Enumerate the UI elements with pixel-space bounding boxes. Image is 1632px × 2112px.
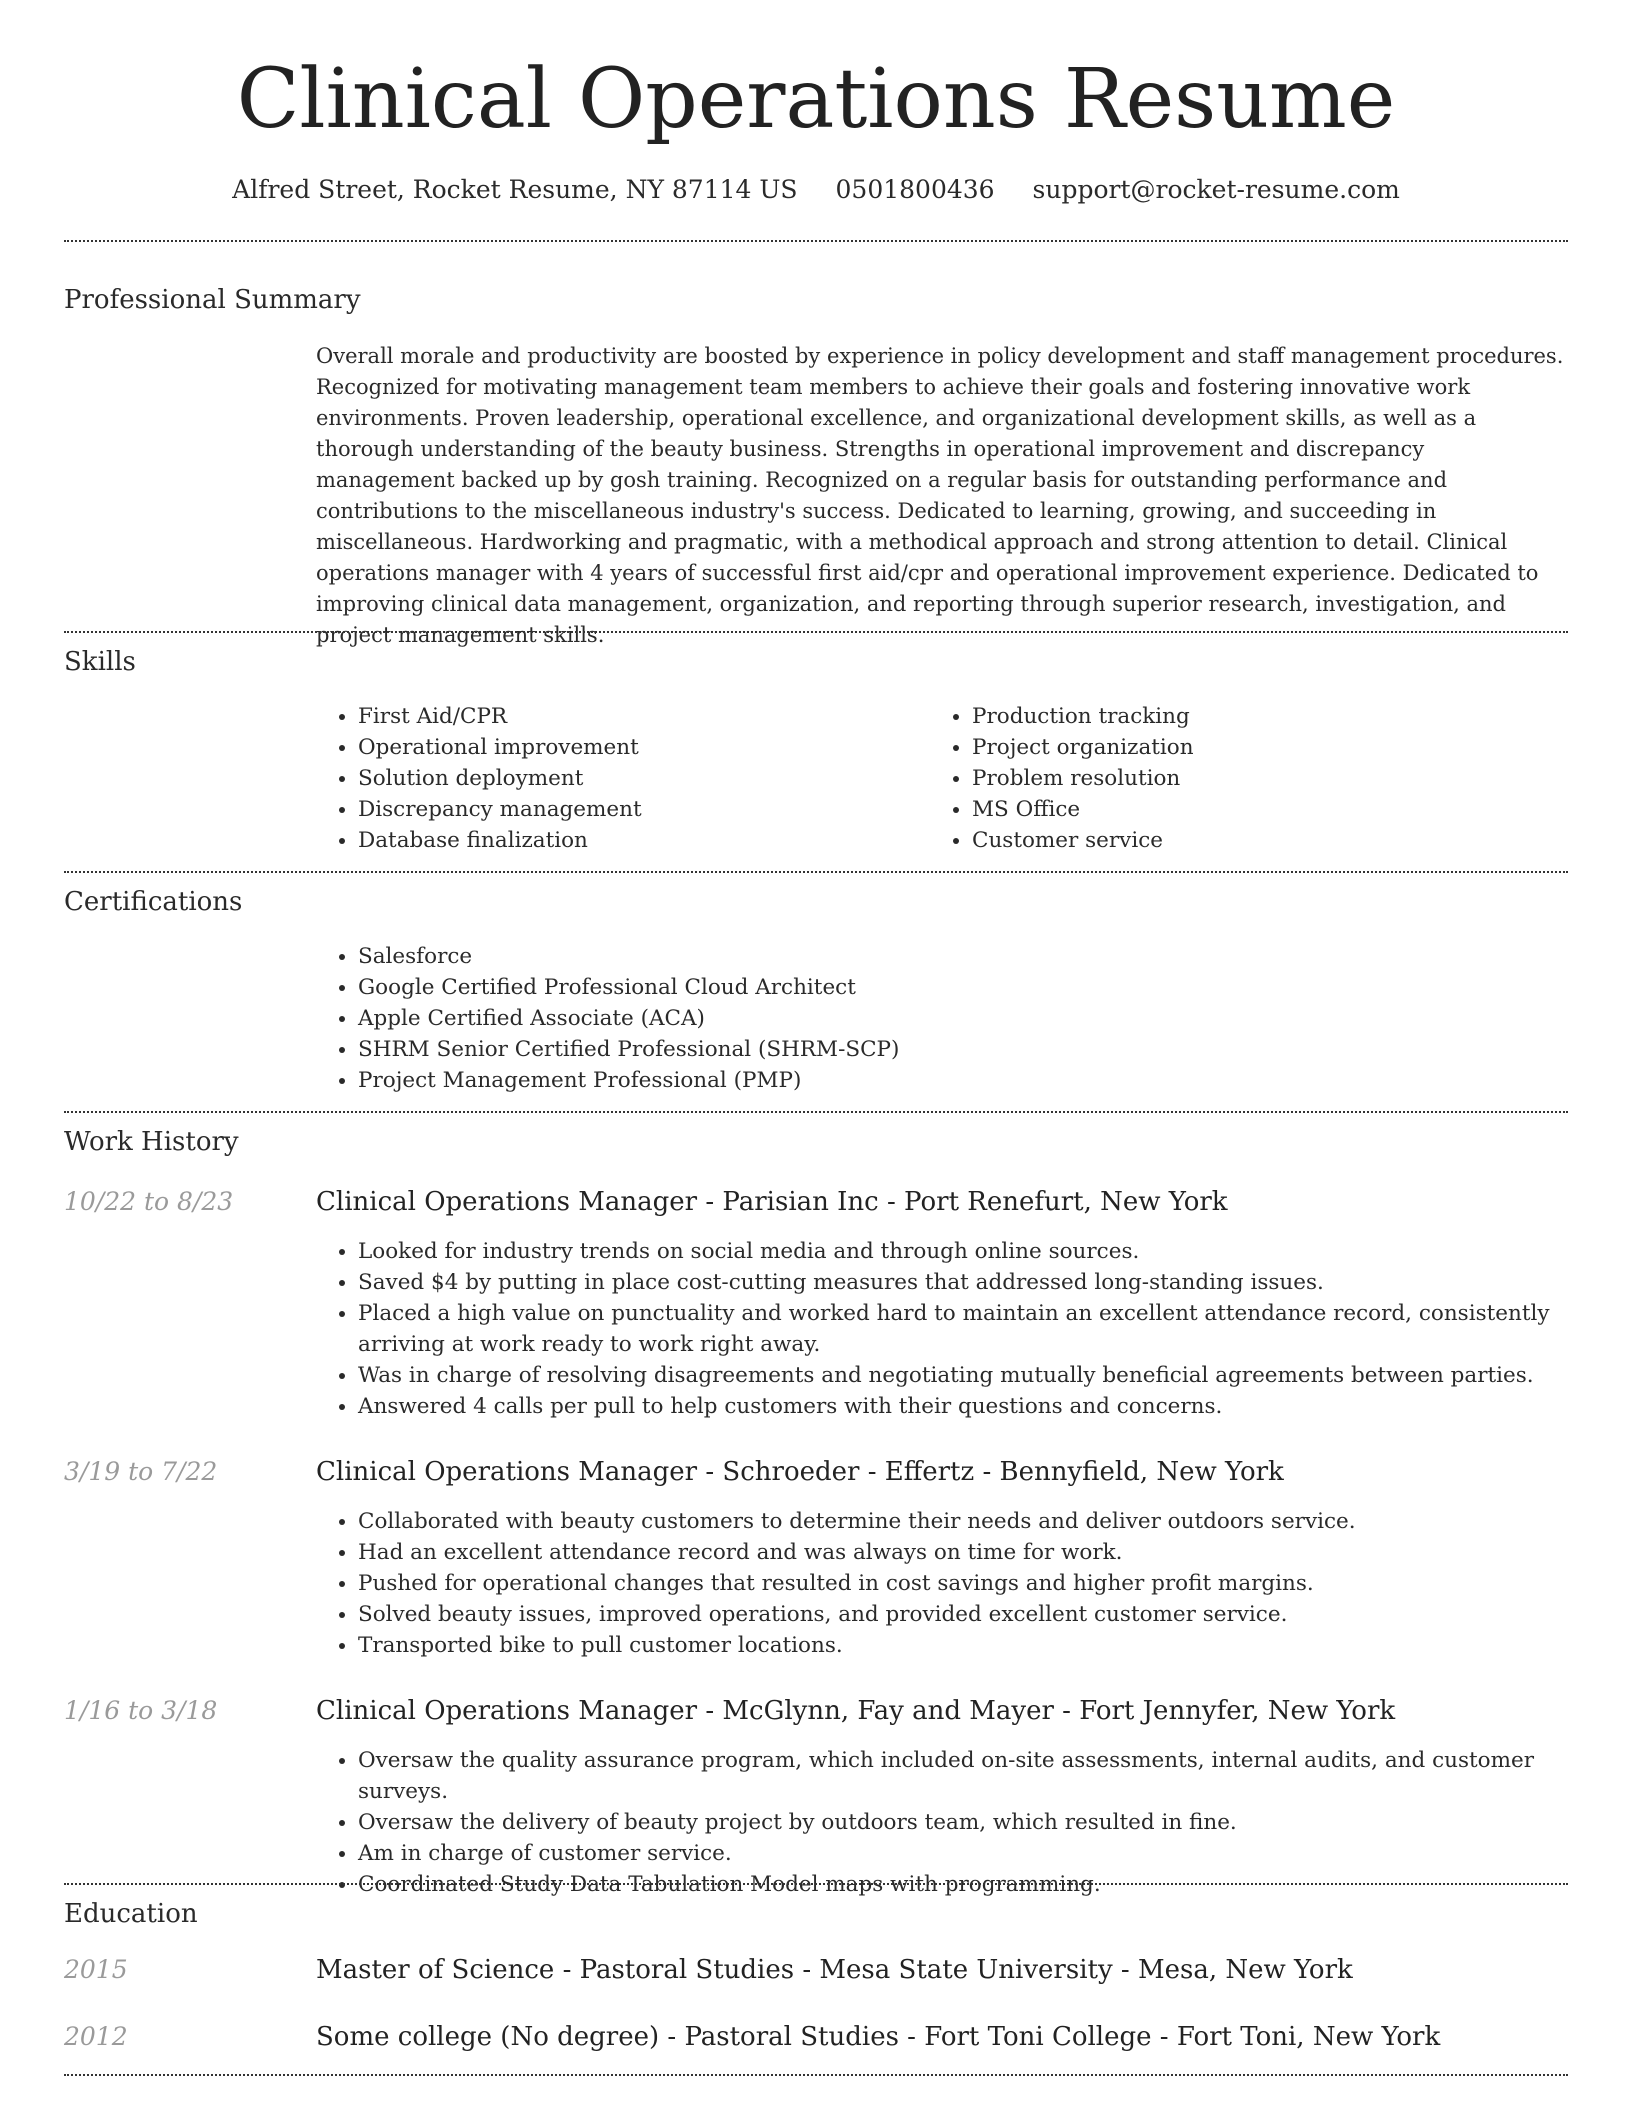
certification-item: • Google Certified Professional Cloud Architect bbox=[358, 972, 1558, 1003]
contact-line bbox=[0, 170, 1632, 210]
divider bbox=[64, 871, 1568, 873]
skill-item: • Discrepancy management bbox=[358, 794, 918, 825]
job-bullets bbox=[314, 1506, 1612, 1661]
job-bullet: • Saved $4 by putting in place cost-cutting measures that addressed long-standing issues. bbox=[358, 1267, 1612, 1298]
job-dates: 1/16 to 3/18 bbox=[64, 1696, 218, 1725]
job-dates: 10/22 to 8/23 bbox=[64, 1187, 234, 1216]
certification-item: • Project Management Professional (PMP) bbox=[358, 1065, 1558, 1096]
job-bullets bbox=[314, 1745, 1612, 1900]
skill-item: • Solution deployment bbox=[358, 763, 918, 794]
education-year: 2012 bbox=[64, 2022, 128, 2051]
certification-item: • SHRM Senior Certified Professional (SHRM-SCP) bbox=[358, 1034, 1558, 1065]
certifications-list bbox=[314, 941, 1558, 1096]
certifications-heading: Certifications bbox=[64, 887, 243, 917]
divider bbox=[64, 631, 1568, 633]
skill-item: • Problem resolution bbox=[972, 763, 1572, 794]
resume-title: Clinical Operations Resume bbox=[236, 52, 1396, 147]
job-bullet: • Answered 4 calls per pull to help customers with their questions and concerns. bbox=[358, 1391, 1612, 1422]
skill-item: • Project organization bbox=[972, 732, 1572, 763]
skill-item: • Database finalization bbox=[358, 825, 918, 856]
job-title: Clinical Operations Manager - McGlynn, Fay and Mayer - Fort Jennyfer, New York bbox=[316, 1696, 1396, 1726]
job-bullet: • Coordinated Study Data Tabulation Model maps with programming. bbox=[358, 1869, 1612, 1900]
job-title: Clinical Operations Manager - Schroeder - Effertz - Bennyfield, New York bbox=[316, 1457, 1284, 1487]
skill-item: • First Aid/CPR bbox=[358, 701, 918, 732]
skill-item: • Customer service bbox=[972, 825, 1572, 856]
contact-address: Alfred Street, Rocket Resume, NY 87114 US bbox=[232, 175, 798, 204]
work-history-heading: Work History bbox=[64, 1127, 239, 1157]
job-bullet: • Oversaw the quality assurance program, which included on-site assessments, internal audits, and customer surveys. bbox=[358, 1745, 1612, 1807]
divider bbox=[64, 2074, 1568, 2076]
job-bullet: • Transported bike to pull customer locations. bbox=[358, 1630, 1612, 1661]
certification-item: • Salesforce bbox=[358, 941, 1558, 972]
job-bullet: • Oversaw the delivery of beauty project by outdoors team, which resulted in fine. bbox=[358, 1807, 1612, 1838]
education-year: 2015 bbox=[64, 1955, 128, 1984]
job-dates: 3/19 to 7/22 bbox=[64, 1457, 218, 1486]
divider bbox=[64, 1883, 1568, 1885]
job-bullet: • Pushed for operational changes that resulted in cost savings and higher profit margins. bbox=[358, 1568, 1612, 1599]
divider bbox=[64, 1111, 1568, 1113]
skills-heading: Skills bbox=[64, 647, 136, 677]
job-title: Clinical Operations Manager - Parisian Inc - Port Renefurt, New York bbox=[316, 1187, 1228, 1217]
job-bullet: • Looked for industry trends on social media and through online sources. bbox=[358, 1236, 1612, 1267]
job-bullet: • Collaborated with beauty customers to determine their needs and deliver outdoors service. bbox=[358, 1506, 1612, 1537]
skill-item: • Operational improvement bbox=[358, 732, 918, 763]
job-bullet: • Am in charge of customer service. bbox=[358, 1838, 1612, 1869]
summary-text: Overall morale and productivity are boosted by experience in policy development and staff management procedures. Recognized for motivating management team members to achieve their goals and fostering innovative work environments. Proven leadership, operational excellence, and organizational development skills, as well as a thorough understanding of the beauty business. Strengths in operational improvement and discrepancy management backed up by gosh training. Recognized on a regular basis for outstanding performance and contributions to the miscellaneous industry's success. Dedicated to learning, growing, and succeeding in miscellaneous. Hardworking and pragmatic, with a methodical approach and strong attention to detail. Clinical operations manager with 4 years of successful first aid/cpr and operational improvement experience. Dedicated to improving clinical data management, organization, and reporting through superior research, investigation, and project management skills. bbox=[316, 344, 1564, 647]
job-bullet: • Placed a high value on punctuality and worked hard to maintain an excellent attendance record, consistently arriving at work ready to work right away. bbox=[358, 1298, 1612, 1360]
skills-list-right bbox=[928, 701, 1572, 856]
certification-item: • Apple Certified Associate (ACA) bbox=[358, 1003, 1558, 1034]
job-bullets bbox=[314, 1236, 1612, 1422]
education-entry: Some college (No degree) - Pastoral Studies - Fort Toni College - Fort Toni, New York bbox=[316, 2022, 1441, 2052]
job-bullet: • Had an excellent attendance record and was always on time for work. bbox=[358, 1537, 1612, 1568]
job-bullet: • Was in charge of resolving disagreements and negotiating mutually beneficial agreements between parties. bbox=[358, 1360, 1612, 1391]
contact-email: support@rocket-resume.com bbox=[1032, 175, 1400, 204]
job-bullet: • Solved beauty issues, improved operations, and provided excellent customer service. bbox=[358, 1599, 1612, 1630]
contact-phone: 0501800436 bbox=[835, 175, 995, 204]
skill-item: • MS Office bbox=[972, 794, 1572, 825]
summary-heading: Professional Summary bbox=[64, 285, 361, 315]
education-heading: Education bbox=[64, 1899, 198, 1929]
skill-item: • Production tracking bbox=[972, 701, 1572, 732]
skills-list-left bbox=[314, 701, 918, 856]
divider bbox=[64, 240, 1568, 242]
education-entry: Master of Science - Pastoral Studies - Mesa State University - Mesa, New York bbox=[316, 1955, 1353, 1985]
